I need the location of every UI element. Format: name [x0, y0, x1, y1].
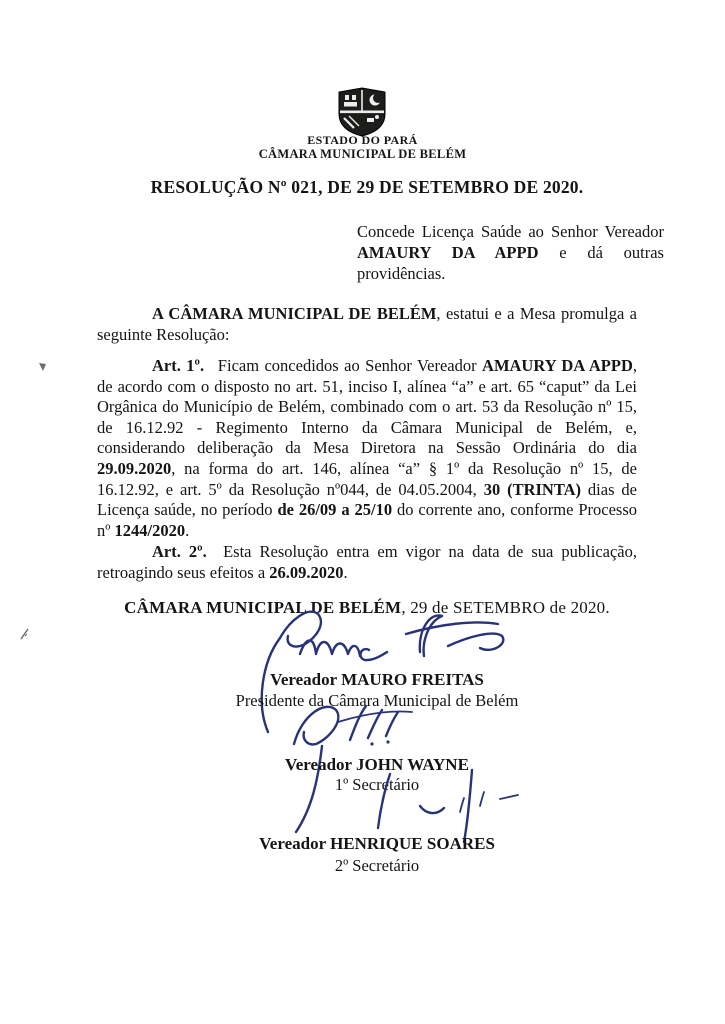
signer-name-3: Vereador HENRIQUE SOARES	[259, 834, 495, 853]
signer-name-1: Vereador MAURO FREITAS	[270, 670, 484, 689]
signer-role-2: 1º Secretário	[334, 775, 420, 794]
header-state: ESTADO DO PARÁ	[307, 133, 418, 147]
scan-artifact-scratch	[18, 626, 32, 642]
coat-of-arms-icon	[336, 87, 388, 137]
signer-name-2: Vereador JOHN WAYNE	[285, 755, 469, 774]
signer-role-3: 2º Secretário	[334, 856, 420, 875]
header-institution: CÂMARA MUNICIPAL DE BELÉM	[258, 147, 467, 161]
preamble-paragraph: A CÂMARA MUNICIPAL DE BELÉM, estatui e a Mesa promulga a seguinte Resolução:	[97, 304, 637, 344]
resolution-title: RESOLUÇÃO Nº 021, DE 29 DE SETEMBRO DE 2020.	[150, 177, 584, 197]
article-1-paragraph: Art. 1º. Ficam concedidos ao Senhor Vereador AMAURY DA APPD, de acordo com o disposto no art. 51, inciso I, alínea “a” e art. 65 “caput” da Lei Orgânica do Município de Belém, combinado com o art. 53 da Resolução nº 15, de 16.12.92 - Regimento Interno da Câmara Municipal de Belém, e, considerando deliberação da Mesa Diretora na Sessão Ordinária do dia 29.09.2020, na forma do art. 146, alínea “a” § 1º da Resolução nº 15, de 16.12.92, e art. 5º da Resolução nº044, de 04.05.2004, 30 (TRINTA) dias de Licença saúde, no período de 26/09 a 25/10 do corrente ano, conforme Processo nº 1244/2020.	[97, 356, 638, 540]
dateline: CÂMARA MUNICIPAL DE BELÉM, 29 de SETEMBRO de 2020.	[124, 598, 610, 617]
summary-paragraph: Concede Licença Saúde ao Senhor Vereador AMAURY DA APPD e dá outras providências.	[357, 222, 664, 283]
scan-artifact-mark	[37, 361, 47, 373]
article-2-paragraph: Art. 2º. Esta Resolução entra em vigor na data de sua publicação, retroagindo seus efeitos a 26.09.2020.	[97, 542, 637, 582]
signer-role-1: Presidente da Câmara Municipal de Belém	[235, 691, 519, 710]
